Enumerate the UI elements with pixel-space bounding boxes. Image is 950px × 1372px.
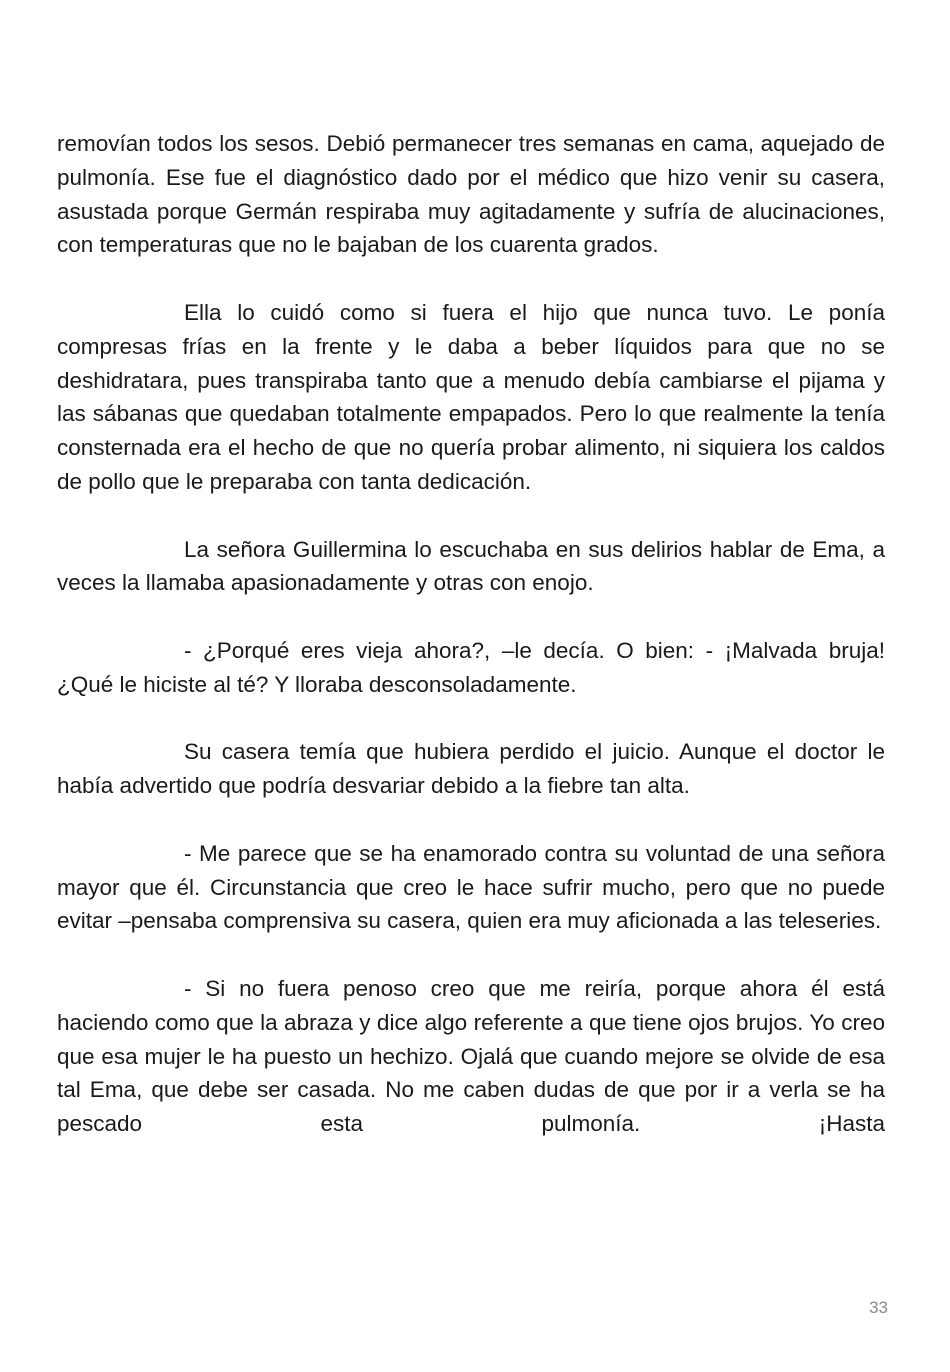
paragraph-4: - ¿Porqué eres vieja ahora?, –le decía. O bien: - ¡Malvada bruja! ¿Qué le hiciste al té? Y lloraba desconsoladamente. (57, 637, 885, 697)
paragraph-2: Ella lo cuidó como si fuera el hijo que nunca tuvo. Le ponía compresas frías en la frente y le daba a beber líquidos para que no se deshidratara, pues transpiraba tanto que a menudo debía cambiarse el pijama y las sábanas que quedaban totalmente empapados. Pero lo que realmente la tenía consternada era el hecho de que no quería probar alimento, ni siquiera los caldos de pollo que le preparaba con tanta dedicación. (57, 299, 885, 494)
page-number: 33 (869, 1298, 888, 1317)
body-text (57, 127, 885, 1141)
paragraph-6: - Me parece que se ha enamorado contra su voluntad de una señora mayor que él. Circunstancia que creo le hace sufrir mucho, pero que no puede evitar –pensaba comprensiva su casera, quien era muy aficionada a las teleseries. (57, 840, 885, 934)
paragraph-1: removían todos los sesos. Debió permanecer tres semanas en cama, aquejado de pulmonía. Ese fue el diagnóstico dado por el médico que hizo venir su casera, asustada porque Germán respiraba muy agitadamente y sufría de alucinaciones, con temperaturas que no le bajaban de los cuarenta grados. (57, 131, 885, 258)
paragraph-3: La señora Guillermina lo escuchaba en sus delirios hablar de Ema, a veces la llamaba apasionadamente y otras con enojo. (57, 536, 885, 596)
paragraph-5: Su casera temía que hubiera perdido el juicio. Aunque el doctor le había advertido que podría desvariar debido a la fiebre tan alta. (57, 739, 885, 799)
paragraph-7: - Si no fuera penoso creo que me reiría, porque ahora él está haciendo como que la abraza y dice algo referente a que tiene ojos brujos. Yo creo que esa mujer le ha puesto un hechizo. Ojalá que cuando mejore se olvide de esa tal Ema, que debe ser casada. No me caben dudas de que por ir a verla se ha pescado esta pulmonía. ¡Hasta (57, 975, 885, 1137)
